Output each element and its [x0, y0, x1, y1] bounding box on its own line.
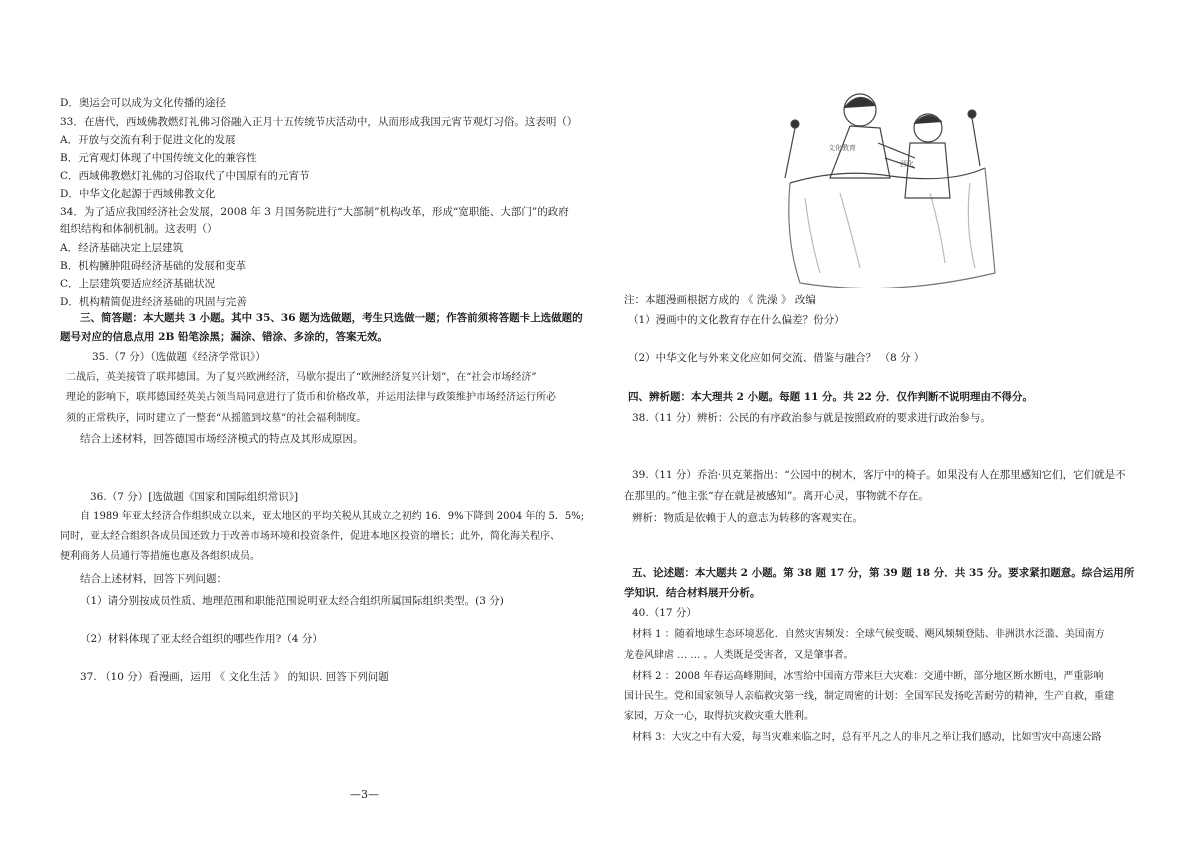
section3-heading-line1: 三、简答题：本大题共 3 小题。其中 35、36 题为选做题，考生只选做一题；作答前须将答题卡上选做题的	[80, 312, 583, 324]
q36-paragraph-line1: 自 1989 年亚太经济合作组织成立以来，亚太地区的平均关税从其成立之初约 16．9%下降到 2004 年的 5．5%;	[80, 511, 585, 522]
material1-line1: 材料 1 ：随着地球生态环境恶化．自然灾害频发：全球气候变暖、飓风频频登陆、非洲洪水泛滥、美国南方	[632, 629, 1105, 640]
q32-option-d: D．奥运会可以成为文化传播的途径	[60, 97, 226, 109]
material2-line2: 国计民生。党和国家领导人亲临救灾第一线，制定周密的计划：全国军民发扬吃苦耐劳的精神，生产自救，重建	[624, 691, 1114, 702]
q34-option-c: C．上层建筑要适应经济基础状况	[60, 278, 216, 290]
material1-line2: 龙卷风肆虐 … … 。人类既是受害者，又是肇事者。	[624, 650, 854, 661]
q40-title: 40.（17 分）	[632, 607, 697, 619]
q37-subquestion-2: （2）中华文化与外来文化应如何交流、借鉴与融合？ （8 分 ）	[628, 352, 925, 364]
q36-title: 36.（7 分）[选做题《国家和国际组织常识》]	[90, 491, 299, 503]
q35-paragraph-line2: 理论的影响下，联邦德国经英美占领当局同意进行了货币和价格改革，并运用法律与政策维护市场经济运行所必	[66, 392, 556, 403]
q33-option-b: B．元宵观灯体现了中国传统文化的兼容性	[60, 152, 257, 164]
q35-title: 35.（7 分）（选做题《经济学常识》）	[92, 351, 266, 363]
q36-paragraph-line2: 同时，亚太经合组织各成员国还致力于改善市场环境和投资条件，促进本地区投资的增长；此外，简化海关程序、	[60, 531, 560, 542]
q34-option-b: B．机构臃肿阻碍经济基础的发展和变革	[60, 260, 247, 272]
cartoon-note: 注：本题漫画根据方成的 《 洗澡 》 改编	[624, 294, 816, 306]
material3-line1: 材料 3：大灾之中有大爱，每当灾难来临之时，总有平凡之人的非凡之举让我们感动，比如雪灾中高速公路	[632, 732, 1102, 743]
q36-question: 结合上述材料，回答下列问题：	[80, 573, 227, 585]
q34-stem-line2: 组织结构和体制机制。这表明（）	[60, 223, 218, 235]
q33-option-c: C．西域佛教燃灯礼佛的习俗取代了中国原有的元宵节	[60, 170, 310, 182]
q35-question: 结合上述材料，回答德国市场经济模式的特点及其形成原因。	[80, 433, 364, 445]
q38: 38.（11 分）辨析：公民的有序政治参与就是按照政府的要求进行政治参与。	[632, 412, 991, 424]
q37-subquestion-1: （1）漫画中的文化教育存在什么偏差？份分）	[628, 314, 845, 326]
cartoon-label-1: 文化教育	[828, 144, 856, 152]
left-column	[60, 0, 600, 849]
q39-line2: 在那里的。”他主张“存在就是被感知”。离开心灵，事物就不存在。	[624, 490, 929, 502]
section4-heading: 四、辨析题：本大理共 2 小题。每题 11 分。共 22 分．仅作判断不说明理由不得分。	[628, 391, 1033, 403]
q34-option-d: D．机构精简促进经济基础的巩固与完善	[60, 296, 247, 308]
page-number: —3—	[350, 788, 379, 801]
section5-heading-line2: 学知识．结合材料展开分析。	[624, 587, 761, 599]
q34-option-a: A．经济基础决定上层建筑	[60, 242, 184, 254]
right-column	[624, 0, 1144, 849]
section5-heading-line1: 五、论述题：本大题共 2 小题。第 38 题 17 分，第 39 题 18 分．共 35 分。要求紧扣题意。综合运用所	[632, 567, 1135, 579]
q35-paragraph-line3: 须的正常秩序，同时建立了一整套“从摇篮到坟墓”的社会福利制度。	[66, 413, 367, 424]
section3-heading-line2: 题号对应的信息点用 2B 铅笔涂黑；漏涂、错涂、多涂的，答案无效。	[60, 331, 388, 343]
q36-paragraph-line3: 便利商务人员通行等措施也惠及各组织成员。	[60, 551, 260, 562]
material2-line1: 材料 2 ：2008 年春运高峰期间，冰雪给中国南方带来巨大灾难：交通中断，部分地区断水断电，严重影响	[632, 671, 1104, 682]
material2-line3: 家园，万众一心，取得抗灾救灾重大胜利。	[624, 711, 814, 722]
cartoon-label-2: 西化	[900, 160, 914, 168]
q35-paragraph-line1: 二战后，英美接管了联邦德国。为了复兴欧洲经济，马歇尔提出了“欧洲经济复兴计划”，在“社会市场经济”	[66, 372, 537, 383]
q39-analysis: 辨析：物质是依赖于人的意志为转移的客观实在。	[632, 512, 863, 524]
q34-stem-line1: 34．为了适应我国经济社会发展，2008 年 3 月国务院进行“大部制”机构改革，形成“宽职能、大部门”的政府	[60, 206, 569, 218]
q33-option-d: D．中华文化起源于西域佛教文化	[60, 188, 216, 200]
q36-subquestion-1: （1）请分别按成员性质、地理范围和职能范围说明亚太经合组织所属国际组织类型。(3 分)	[80, 595, 504, 607]
q36-subquestion-2: （2）材料体现了亚太经合组织的哪些作用?（4 分）	[80, 633, 323, 645]
q33-stem: 33．在唐代，西域佛教燃灯礼佛习俗融入正月十五传统节庆活动中，从而形成我国元宵节观灯习俗。这表明（）	[60, 116, 578, 128]
q39-line1: 39.（11 分）乔治·贝克莱指出：“公园中的树木，客厅中的椅子。如果没有人在那里感知它们，它们就是不	[632, 469, 1126, 481]
q37-title: 37. （10 分）看漫画，运用 《 文化生活 》 的知识. 回答下列问题	[80, 671, 389, 683]
q33-option-a: A．开放与交流有利于促进文化的发展	[60, 134, 236, 146]
